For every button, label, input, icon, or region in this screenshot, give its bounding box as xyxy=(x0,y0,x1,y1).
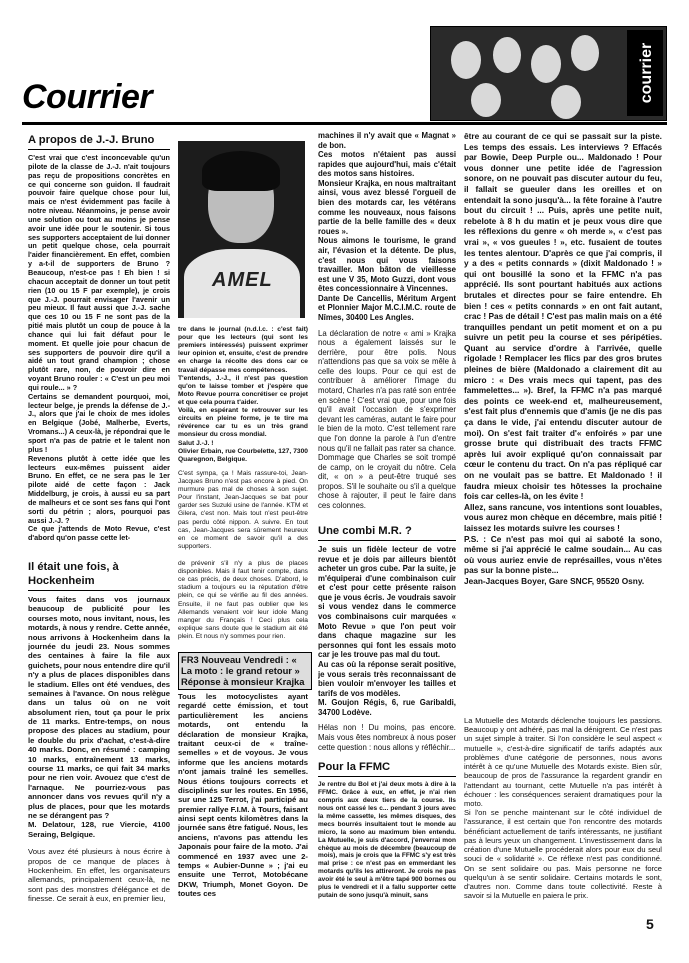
letter-fr3-header xyxy=(178,652,312,690)
editor-reply: La déclaration de notre « ami » Krajka nous a également laissés sur le derrière, pour être polis. Nous n'attendions pas que sa voix se mêle à celle des loups. Pour ce qui est de contribuer à améliorer l'image du motard, Charles n'a pas raté son entrée en scène ! C'est vrai que, pour une fois qu'il avait l'occasion de s'exprimer devant les caméras, autant le faire pour le bien de la moto. C'est tellement rare que l'on donne la parole à l'un d'entre nous qu'il ne fallait pas rater sa chance. Dommage que Charles se soit trompé de camp, on le croyait du nôtre. Cela dit, « on » a peut-être truqué ses propos. S'il le souhaite ou s'il a quelque chose à rajouter, il peut le faire dans ces colonnes. xyxy=(318,328,456,510)
letter-title: FR3 Nouveau Vendredi : « La moto : le grand retour » Réponse à monsieur Krajka xyxy=(181,654,305,687)
letter-body: Ce que j'attends de Moto Revue, c'est d'abord qu'on passe cette let- xyxy=(28,524,170,543)
editor-reply: Vous avez été plusieurs à nous écrire à propos de ce manque de places à Hockenheim. En effet, les organisateurs allemands, principalement ceux-là, ne sont pas des monstres d'élégance et de finesse. Ce serait à eux, en premier lieu, xyxy=(28,847,170,904)
letter-title: A propos de J.-J. Bruno xyxy=(28,133,170,150)
header-rule xyxy=(22,122,667,125)
letter-body: Certains se demandent pourquoi, moi, lecteur belge, je prends la défense de J.-J., alors que j'ai le choix de mes idoles en Belgique (Jobé, Malherbe, Everts, Vromans...) A ceux-là, je répondrai que le sport n'a pas de patrie et le talent non plus ! xyxy=(28,391,170,454)
letter-body: Je suis un fidèle lecteur de votre revue et je dois par ailleurs bientôt acheter un gros cube. Par la suite, je m'équiperai d'une combinaison cuir et c'est pour cette présente raison que je vous écris. Je voudrais savoir si vous vendez dans le commerce vos combinaisons cuir marquées « Moto Revue » que l'on peut voir dans chaque magazine sur les personnes qui font les essais moto car je les trouve pas mal du tout. Au cas où la réponse serait positive, je vous serais très reconnaissant de bien vouloir m'envoyer les tailles et tarifs de vos modèles. xyxy=(318,545,456,698)
letter-signature: M. Goujon Régis, 6, rue Garibaldi, 34700 Lodève. xyxy=(318,698,456,717)
letter-body: Vous faites dans vos journaux beaucoup de publicité pour les courses moto, nous invitant, nous, les motards, à nous y rendre. Cette année, nous arrivons à Hockenheim dans la journée du jeudi 23. Nous sommes des centaines à faire la file aux guichets, pour nous entendre dire qu'il n'y a plus de places disponibles dans le stadium. Elles ont été vendues, des semaines à l'avance. On nous relègue dans un talus où on ne voit absolument rien, tout ça pour le prix de 11 marks. Entre-temps, on nous propose des places au stadium, pour le double du prix d'achat, c'est-à-dire 40 marks. Donc, en résumé : camping 10 marks, entraînement 13 marks, course 11 marks, ce qui fait 34 marks pour ne rien voir. Avouez que c'est de l'arnaque. Ne pourriez-vous pas annoncer dans vos revues qu'il n'y a plus de places, pour que les motards ne se dérangent pas ? xyxy=(28,595,170,820)
editor-reply-hockenheim-continued xyxy=(178,560,308,640)
letter-ffmc xyxy=(318,758,456,908)
letter-signature: Dante De Cancellis, Méritum Argent et Plonnier Major M.C.I.M.C. route de Nîmes, 30400 Les Angles. xyxy=(318,293,456,322)
letter-fr3 xyxy=(178,692,308,907)
letter-title: Il était une fois, à Hockenheim xyxy=(28,560,170,591)
letter-body: Tous les motocyclistes ayant regardé cette émission, et tout particulièrement les anciens motards, ont entendu la déclaration de monsieur Krajka, traitant ceux-ci de « traîne-semelles » et de voyous. Je vous informe que les anciens motards n'ont jamais traîné les semelles. Nous étions toujours corrects et disciplinés sur les routes. En 1956, sur une 125 Terrot, j'ai participé au premier rallye F.I.M. à Tours, faisant ainsi sept cents kilomètres dans la journée sans être fatigué. Nous, les anciens, n'avons pas attendu les Japonais pour faire de la moto. J'ai commencé en 1937 avec une 2-temps « Aubier-Dunne » ; j'ai eu ensuite une Terrot, Motobécane DKW, Triumph, Monet Goyon. De toutes ces xyxy=(178,692,308,899)
letter-combi xyxy=(318,522,456,752)
editor-reply-ffmc xyxy=(464,716,662,908)
section-side-label: courrier xyxy=(627,30,663,116)
letter-bruno-continued xyxy=(178,326,308,554)
letter-ffmc-continued xyxy=(464,131,662,711)
editor-reply: de prévenir s'il n'y a plus de places disponibles. Mais il faut tenir compte, dans ce cas précis, de deux choses. D'abord, le stadium a toujours eu la réputation d'être plein, ce qui se vérifie au fil des années. Ensuite, il ne faut pas oublier que les Allemands venaient voir leur idole Mang manger du Français ! Ceci plus cela explique sans doute que le stadium ait été plein. Et nous n'y sommes pour rien. xyxy=(178,560,308,640)
page-number: 5 xyxy=(646,916,654,932)
letter-body: C'est vrai que c'est inconcevable qu'un pilote de la classe de J.-J. n'ait toujours pas reçu de propositions concrètes en ce qui concerne son guidon. Il faudrait pouvoir faire quelque chose pour lui, mais ce n'est évidemment pas facile à notre niveau. Néanmoins, je pense avoir une solution ou tout au moins je pense avoir une idée pour le soutenir. Si tous ses supporters acceptaient de lui donner un petit quelque chose, cela pourrait l'aider financièrement. En effet, combien y a-t-il de supporters de Bruno ? Beaucoup, n'est-ce pas ! Eh bien ! si chacun acceptait de donner un tout petit rien (10 ou 15 F par exemple), je crois que J.-J. pourrait envisager l'avenir un peu mieux. Il faut aussi que J.-J. sache que ces 10 ou 15 F ne sont pas de la pitié mais plutôt un coup de pouce à la chance qui lui fait défaut pour le moment. Et quelle joie pour chacun de ses supporters de pouvoir dire qu'il a aidé un tout grand champion ; chose plutôt rare, non, de pouvoir dire en voyant Bruno rouler : « C'est un peu moi qui roule... » ? xyxy=(28,153,170,392)
letter-body: être au courant de ce qui se passait sur la piste. Les temps des essais. Les interviews ? Effacés par Bowie, Deep Purple ou... Maldonado ! Pour vous donner une petite idée de l'agression sonore, on ne pouvait pas discuter autour du feu, il fallait se gueuler dans les oreilles et on entendait la sono jusqu'à... la fête foraine à l'autre bout du circuit ! ... Puis, après une petite nuit, rebelote à 8 h du matin et je peux vous dire que les réflexions du genre « oh merde », « c'est pas vrai », « vos gueules ! », etc. fusaient de toutes les tentes alentour. D'après ce que j'ai compris, il y a des « petits connards » (dixit Maldonado ! » qui ont bousillé la sono et la FFMC n'a pas apprécié. Ils sont pourtant habitués aux actions brutales et directes pour se faire entendre. Eh bien ! ces « petits connards » en ont fait autant, crac ! Pas de détail ! C'est pas malin mais on a été tranquilles pendant un petit moment et on a pu suivre un petit peu la course et ses péripéties. Quant au service d'ordre à l'arrivée, quelle rigolade ! Remplacer les flics par des gros brutes pleines de bière (Maldonado a clairement dit au micro : « Des vrais mecs qui tapent, pas des fammelettes... »). Bref, la FFMC n'a pas marqué des points ce week-end et, malheureusement, s'est fait plus d'ennemis que d'amis (je ne dis pas ça dans le vide, j'ai entendu discuter autour de moi). On s'est fait traiter d'« enfoirés » par une grosse brute qui distribuait des tracts FFMC après lui avoir expliqué qu'on connaissait par cœur le contenu du tract. On n'a pas répliqué car on ne voulait pas se battre. Et Maldonado ! il faudra mieux choisir tes hôtesses la prochaine fois car celles-là, on les évite ! Allez, sans rancune, vos intentions sont louables, vous aurez mon chèque en décembre, mais pitié ! laissez les motards suivre les courses ! P.S. : Ce n'est pas moi qui ai saboté la sono, même si j'ai apprécié le calme soudain... Au cas où vous auriez envie de représailles, vous n'êtes pas sur la bonne piste... xyxy=(464,131,662,576)
rider-portrait-photo: AMEL xyxy=(178,141,305,318)
section-title: Courrier xyxy=(22,78,153,116)
letter-body: Revenons plutôt à cette idée que les lecteurs eux-mêmes puissent aider Bruno. En effet, ce ne sera pas le 1er pilote aidé de cette façon : Jack Middelburg, je crois, à aussi eu sa part de malheurs et ce sont ses fans qui l'ont sorti du pétrin ; alors, pourquoi pas aussi J.-J. ? xyxy=(28,453,170,525)
letter-body: machines il n'y avait que « Magnat » de bon. Ces motos n'étaient pas aussi rapides que aujourd'hui, mais c'était des motos sans histoires. Monsieur Krajka, en nous maltraitant ainsi, vous avez blessé l'orgueil de bien des motards car, les vétérans comme les nouveaux, nous faisons partie de la belle famille des « deux roues ». Nous aimons le tourisme, le grand air, l'évasion et la détente. De plus, c'est nous qui vous faisons travailler. Mon bâton de vieillesse est une V 35, Moto Guzzi, dont vous êtes concessionnaire à Vincennes. xyxy=(318,131,456,294)
letter-signature: M. Delatour, 128, rue Viercie, 4100 Seraing, Belgique. xyxy=(28,820,170,839)
letter-bruno xyxy=(28,131,170,549)
letter-fr3-continued xyxy=(318,131,456,511)
letter-body: Je rentre du Bol et j'ai deux mots à dire à la FFMC. Grâce à eux, en effet, je n'ai rien compris aux deux tiers de la course. Ils nous ont cassé les c... pendant 3 jours avec la même cassette, les mêmes disques, des mecs bourrés insultaient tout le monde au micro, la sono au maximum bien entendu. La Mutuelle, je suis d'accord, j'enverrai mon chèque au mois de décembre (beaucoup de mois), mais je crois que la FFMC s'y est très mal prise : ce n'est pas en emmerdant les motards qu'ils les attireront. Je crois ne pas avoir été le seul à m'être tapé 900 bornes ou plus le vendredi et il a fallu supporter cette putain de sono jusqu'à minuit, sans xyxy=(318,781,456,900)
letter-body: tre dans le journal (n.d.l.c. : c'est fait) pour que les lecteurs (qui sont les premiers intéressés) puissent exprimer leur opinion et, ensuite, c'est de prendre en charge la récolte des dons car ce travail dépasse mes compétences. T'entends, J.-J., il n'est pas question qu'on te laisse tomber et j'espère que Moto Revue pourra concrétiser ce projet et que cela pourra t'aider. Voilà, en espérant te retrouver sur les circuits en pleine forme, je te tire ma révérence car tu es un très grand monsieur du cross mondial. Salut J.-J. ! xyxy=(178,326,308,447)
letter-signature: Jean-Jacques Boyer, Gare SNCF, 95520 Osny. xyxy=(464,575,645,586)
letter-title: Une combi M.R. ? xyxy=(318,524,456,541)
editor-reply: La Mutuelle des Motards déclenche toujours les passions. Beaucoup y ont adhéré, pas mal la dénigrent. Ce n'est pas un sujet simple à traiter. Si l'on considère le seul aspect « mutuelle », c'est-à-dire significatif de tarifs adaptés aux problèmes d'une catégorie de personnes, nous avons intérêt à ce qu'une Mutuelle des Motards existe. Bien sûr, beaucoup de pros de l'assurance la regardent grandir en l'attendant au tournant, cette Mutuelle n'a pas intérêt à échouer : les conséquences seraient dramatiques pour la moto. Si l'on se penche maintenant sur le côté individuel de l'assurance, il est certain que l'on rencontre des motards bénéficiant actuellement de tarifs intéressants, ne justifiant pas à leurs yeux un changement. L'investissement dans la création d'une Mutuelle procéderait alors pour eux du seul souci de « solidarité ». Ce réflexe n'est pas conditionné. On se sent solidaire ou pas. Mais personne ne force quelqu'un à se sentir solidaire. Certains motards le sont, d'autres non. Comme dans toute collectivité. Reste à savoir si la Mutuelle en paiera le prix. xyxy=(464,716,662,901)
letter-signature: Olivier Erbain, rue Courbelette, 127, 7300 Quaregnon, Belgique. xyxy=(178,447,308,463)
letter-title: Pour la FFMC xyxy=(318,760,456,777)
editor-reply: C'est sympa, ça ! Mais rassure-toi, Jean-Jacques Bruno n'est pas encore à pied. On murmure pas mal de choses à son sujet. Pour l'instant, Jean-Jacques se bat pour garder ses Suzuki usine de l'année. KTM et Gilera, c'est non. Mais tout n'est peut-être pas perdu côté nippon. A suivre. En tout cas, Jean-Jacques sera sûrement heureux en ce moment de savoir qu'il a des supporters. xyxy=(178,469,308,550)
editor-reply: Hélas non ! Du moins, pas encore. Mais vous êtes nombreux à nous poser cette question : nous allons y réfléchir... xyxy=(318,723,456,752)
letter-hockenheim xyxy=(28,558,170,908)
